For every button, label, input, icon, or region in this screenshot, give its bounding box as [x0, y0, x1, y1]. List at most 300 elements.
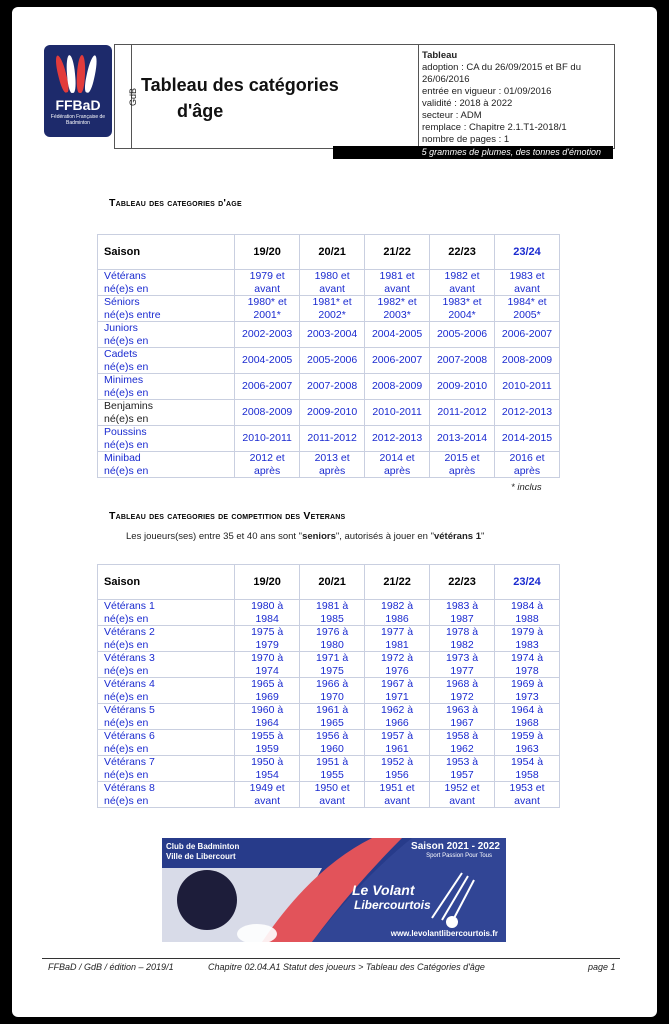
cell-value: avant	[514, 282, 540, 295]
cell-value: 1983	[515, 638, 539, 651]
cell-value: 1951 et	[379, 782, 415, 794]
cell-value: 1984* et	[507, 296, 547, 308]
cell-value: 2009-2010	[436, 380, 488, 393]
cell-value: 1972 à	[381, 652, 414, 664]
banner-name-line-2: Libercourtois	[354, 898, 431, 912]
table-row	[98, 322, 560, 348]
cell-value: 2009-2010	[307, 406, 358, 419]
cell-value: 1978	[515, 664, 539, 677]
table-row	[98, 270, 560, 296]
table-cell	[365, 730, 430, 756]
cell-value: 2015 et	[444, 452, 480, 464]
category-qualifier: né(e)s en	[104, 464, 149, 477]
cell-value: 1959 à	[510, 730, 544, 742]
cell-value: 1953 et	[509, 782, 545, 794]
meta-line: adoption : CA du 26/09/2015 et BF du	[422, 62, 581, 73]
category-qualifier: né(e)s en	[104, 768, 149, 781]
table-cell	[235, 756, 300, 782]
table-cell	[365, 678, 430, 704]
table-cell	[300, 652, 365, 678]
note-bold: vétérans 1	[433, 531, 481, 542]
row-label	[98, 730, 235, 756]
cell-value: 1980* et	[247, 296, 287, 308]
banner-sport: Sport Passion Pour Tous	[426, 853, 492, 859]
table-cell	[365, 652, 430, 678]
cell-value: 2011-2012	[307, 432, 357, 445]
footer-page: page 1	[588, 962, 616, 972]
table-cell	[235, 704, 300, 730]
cell-value: après	[513, 464, 541, 477]
cell-value: 1973 à	[445, 652, 479, 664]
cell-value: 1979	[255, 638, 279, 651]
table-row	[98, 400, 560, 426]
column-header-saison: Saison	[98, 565, 235, 600]
table-cell	[365, 600, 430, 626]
cell-value: 1988	[515, 612, 539, 625]
cell-value: 2016 et	[509, 452, 545, 464]
table-row	[98, 652, 560, 678]
cell-value: 1986	[385, 612, 409, 625]
column-header-season: 19/20	[235, 565, 300, 600]
category-qualifier: né(e)s en	[104, 690, 149, 703]
banner-club-line: Ville de Libercourt	[166, 852, 236, 861]
ffbad-logo	[44, 45, 112, 137]
table-cell	[365, 426, 430, 452]
category-qualifier: né(e)s en	[104, 742, 149, 755]
cell-value: 1964 à	[510, 704, 544, 716]
category-name: Vétérans 6	[104, 730, 155, 742]
cell-value: 1981 à	[316, 600, 349, 612]
cell-value: après	[383, 464, 411, 477]
cell-value: 1977 à	[381, 626, 414, 638]
table-cell	[430, 400, 495, 426]
cell-value: avant	[319, 794, 345, 807]
gdb-label: GdB	[128, 87, 138, 106]
cell-value: 2004*	[448, 308, 476, 321]
cell-value: 1961 à	[316, 704, 349, 716]
category-qualifier: né(e)s en	[104, 412, 149, 425]
cell-value: 1980 et	[314, 270, 350, 282]
cell-value: 2014 et	[379, 452, 415, 464]
table-row	[98, 782, 560, 808]
table-row	[98, 348, 560, 374]
table-cell	[235, 426, 300, 452]
table-cell	[495, 426, 560, 452]
table-row	[98, 704, 560, 730]
category-name: Vétérans 3	[104, 652, 155, 664]
category-name: Vétérans	[104, 270, 147, 282]
cell-value: 1966 à	[316, 678, 349, 690]
table-cell	[300, 452, 365, 478]
table-cell	[430, 426, 495, 452]
meta-line: remplace : Chapitre 2.1.T1-2018/1	[422, 122, 567, 133]
row-label	[98, 678, 235, 704]
table-row	[98, 296, 560, 322]
cell-value: 1953 à	[445, 756, 479, 768]
category-qualifier: né(e)s en	[104, 360, 149, 373]
category-qualifier: né(e)s en	[104, 664, 149, 677]
table-cell	[235, 652, 300, 678]
cell-value: 1980	[320, 638, 344, 651]
row-label	[98, 782, 235, 808]
cell-value: avant	[254, 282, 280, 295]
section-heading-veterans: Tableau des categories de competition des Veterans	[109, 510, 346, 522]
cell-value: 1979 et	[249, 270, 285, 282]
table-cell	[495, 452, 560, 478]
cell-value: 1972	[450, 690, 474, 703]
cell-value: 2003-2004	[307, 328, 358, 341]
category-qualifier: né(e)s en	[104, 716, 149, 729]
cell-value: 1983 à	[445, 600, 479, 612]
cell-value: 1967	[450, 716, 474, 729]
cell-value: 2012-2013	[501, 406, 553, 419]
club-banner	[162, 838, 506, 942]
category-name: Vétérans 7	[104, 756, 155, 768]
table-cell	[495, 400, 560, 426]
cell-value: 1952 à	[381, 756, 414, 768]
category-name: Séniors	[104, 296, 140, 308]
table-cell	[430, 730, 495, 756]
table-cell	[300, 600, 365, 626]
cell-value: 2003*	[383, 308, 411, 321]
cell-value: 1984 à	[510, 600, 544, 612]
cell-value: après	[448, 464, 476, 477]
cell-value: 1977	[450, 664, 474, 677]
row-label	[98, 400, 235, 426]
cell-value: 2004-2005	[371, 328, 423, 341]
category-name: Cadets	[104, 348, 138, 360]
cell-value: avant	[254, 794, 280, 807]
cell-value: 1951 à	[316, 756, 349, 768]
cell-value: 2005*	[513, 308, 541, 321]
slogan-bar: 5 grammes de plumes, des tonnes d'émotion	[333, 146, 613, 159]
table-cell	[235, 270, 300, 296]
cell-value: 2001*	[253, 308, 281, 321]
cell-value: 2006-2007	[371, 354, 423, 367]
cell-value: 1964	[255, 716, 279, 729]
cell-value: 1980 à	[251, 600, 284, 612]
category-qualifier: né(e)s en	[104, 334, 149, 347]
table-cell	[300, 626, 365, 652]
cell-value: 1981* et	[312, 296, 352, 308]
table-cell	[300, 270, 365, 296]
cell-value: 2002-2003	[242, 328, 293, 341]
cell-value: 1956	[385, 768, 409, 781]
meta-line: secteur : ADM	[422, 110, 482, 121]
row-label	[98, 426, 235, 452]
table-cell	[300, 322, 365, 348]
table-cell	[495, 730, 560, 756]
column-header-season: 20/21	[300, 235, 365, 270]
table-cell	[300, 296, 365, 322]
meta-line: validité : 2018 à 2022	[422, 98, 513, 109]
row-label	[98, 374, 235, 400]
cell-value: 1970 à	[251, 652, 284, 664]
cell-value: 1982 à	[381, 600, 414, 612]
cell-value: 1970	[320, 690, 344, 703]
cell-value: 2011-2012	[437, 406, 487, 419]
column-header-season: 19/20	[235, 235, 300, 270]
column-header-season: 22/23	[430, 565, 495, 600]
table-cell	[365, 270, 430, 296]
cell-value: 1971	[385, 690, 409, 703]
cell-value: 1974	[255, 664, 279, 677]
footnote: * inclus	[511, 482, 542, 493]
table-cell	[235, 322, 300, 348]
table-cell	[235, 600, 300, 626]
column-header-season: 21/22	[365, 565, 430, 600]
note-text: "	[480, 531, 485, 542]
category-name: Vétérans 2	[104, 626, 155, 638]
cell-value: 1982	[450, 638, 474, 651]
row-label	[98, 600, 235, 626]
table-cell	[430, 322, 495, 348]
table-cell	[430, 348, 495, 374]
cell-value: après	[254, 464, 281, 477]
banner-season: Saison 2021 - 2022	[411, 841, 500, 852]
cell-value: 1982* et	[377, 296, 417, 308]
cell-value: 1954	[255, 768, 279, 781]
table-cell	[235, 400, 300, 426]
cell-value: avant	[384, 794, 410, 807]
footer-left: FFBaD / GdB / édition – 2019/1	[48, 962, 174, 972]
table-cell	[365, 374, 430, 400]
note-text: ", autorisés à jouer en "	[335, 531, 434, 542]
cell-value: 1971 à	[316, 652, 349, 664]
column-header-season: 23/24	[495, 565, 560, 600]
cell-value: après	[318, 464, 346, 477]
cell-value: 1976	[385, 664, 409, 677]
table-cell	[430, 704, 495, 730]
cell-value: 1957 à	[381, 730, 414, 742]
cell-value: 2013 et	[314, 452, 350, 464]
row-label	[98, 452, 235, 478]
table-row	[98, 678, 560, 704]
table-cell	[495, 296, 560, 322]
category-qualifier: né(e)s en	[104, 386, 149, 399]
table-cell	[235, 678, 300, 704]
row-label	[98, 296, 235, 322]
column-header-saison: Saison	[98, 235, 235, 270]
cell-value: 1974 à	[510, 652, 544, 664]
header-divider	[418, 44, 419, 149]
table-cell	[430, 756, 495, 782]
cell-value: 1981 et	[379, 270, 415, 282]
table-cell	[300, 426, 365, 452]
table-cell	[495, 374, 560, 400]
table-cell	[365, 626, 430, 652]
cell-value: 2010-2011	[372, 406, 422, 419]
table-row	[98, 730, 560, 756]
table-cell	[430, 600, 495, 626]
table-cell	[365, 322, 430, 348]
cell-value: 2010-2011	[242, 432, 292, 445]
table-cell	[300, 348, 365, 374]
meta-title: Tableau	[422, 50, 458, 61]
table-cell	[495, 678, 560, 704]
table-cell	[235, 452, 300, 478]
cell-value: 1954 à	[510, 756, 544, 768]
table-cell	[430, 678, 495, 704]
cell-value: 1957	[450, 768, 474, 781]
table-cell	[365, 704, 430, 730]
cell-value: avant	[319, 282, 345, 295]
table-cell	[365, 452, 430, 478]
table-cell	[300, 730, 365, 756]
table-row	[98, 452, 560, 478]
category-name: Vétérans 1	[104, 600, 155, 612]
cell-value: 2008-2009	[242, 406, 293, 419]
cell-value: 2013-2014	[436, 432, 488, 445]
category-qualifier: né(e)s en	[104, 282, 149, 295]
cell-value: 1969	[255, 690, 279, 703]
table-cell	[235, 374, 300, 400]
row-label	[98, 270, 235, 296]
banner-club	[166, 842, 239, 862]
meta-line: 26/06/2016	[422, 74, 470, 85]
table-row	[98, 626, 560, 652]
cell-value: 2012 et	[249, 452, 285, 464]
table-cell	[495, 600, 560, 626]
cell-value: 1976 à	[316, 626, 349, 638]
table-row	[98, 374, 560, 400]
table-cell	[235, 296, 300, 322]
category-name: Poussins	[104, 426, 147, 438]
cell-value: 1949 et	[249, 782, 285, 794]
cell-value: 1966	[385, 716, 409, 729]
cell-value: 2002*	[318, 308, 346, 321]
banner-name-line-1: Le Volant	[352, 882, 415, 898]
banner-url: www.levolantlibercourtois.fr	[390, 929, 498, 938]
cell-value: 1963	[515, 742, 539, 755]
page-title	[141, 72, 339, 124]
table-cell	[495, 756, 560, 782]
table-cell	[495, 348, 560, 374]
note-bold: seniors	[302, 531, 336, 542]
category-qualifier: né(e)s entre	[104, 308, 161, 321]
table-row	[98, 600, 560, 626]
cell-value: 1965 à	[251, 678, 284, 690]
table-cell	[235, 348, 300, 374]
table-row	[98, 426, 560, 452]
meta-line: nombre de pages : 1	[422, 134, 510, 145]
logo-brand: FFBaD	[55, 97, 101, 113]
category-qualifier: né(e)s en	[104, 794, 149, 807]
cell-value: 2005-2006	[436, 328, 488, 341]
cell-value: avant	[514, 794, 540, 807]
cell-value: 2012-2013	[371, 432, 423, 445]
row-label	[98, 348, 235, 374]
cell-value: 1983* et	[442, 296, 482, 308]
cell-value: 1958 à	[445, 730, 479, 742]
category-qualifier: né(e)s en	[104, 438, 149, 451]
table-cell	[235, 730, 300, 756]
cell-value: avant	[384, 282, 410, 295]
cell-value: 1969 à	[510, 678, 544, 690]
cell-value: 1981	[385, 638, 409, 651]
cell-value: 2010-2011	[502, 380, 552, 393]
age-categories-table	[97, 234, 560, 478]
meta-line: entrée en vigueur : 01/09/2016	[422, 86, 552, 97]
cell-value: 1960	[320, 742, 344, 755]
cell-value: 1956 à	[316, 730, 349, 742]
table-cell	[430, 652, 495, 678]
footer-center: Chapitre 02.04.A1 Statut des joueurs > Tableau des Catégories d'âge	[208, 962, 485, 972]
category-name: Minimes	[104, 374, 144, 386]
row-label	[98, 322, 235, 348]
column-header-season: 20/21	[300, 565, 365, 600]
cell-value: 1984	[255, 612, 279, 625]
table-cell	[430, 626, 495, 652]
cell-value: 1978 à	[445, 626, 479, 638]
row-label	[98, 704, 235, 730]
cell-value: 1950 à	[251, 756, 284, 768]
table-cell	[495, 626, 560, 652]
table-cell	[430, 782, 495, 808]
cell-value: 2005-2006	[307, 354, 358, 367]
table-cell	[495, 652, 560, 678]
table-cell	[430, 452, 495, 478]
category-qualifier: né(e)s en	[104, 612, 149, 625]
table-cell	[430, 270, 495, 296]
table-cell	[365, 782, 430, 808]
banner-club-line: Club de Badminton	[166, 842, 240, 851]
category-name: Minibad	[104, 452, 141, 464]
logo-subtitle: Fédération Française de Badminton	[50, 114, 106, 126]
cell-value: avant	[449, 794, 475, 807]
table-cell	[365, 756, 430, 782]
cell-value: 2004-2005	[242, 354, 293, 367]
cell-value: 1967 à	[381, 678, 414, 690]
cell-value: 1973	[515, 690, 539, 703]
cell-value: 1952 et	[444, 782, 480, 794]
cell-value: 1959	[255, 742, 279, 755]
cell-value: 1983 et	[509, 270, 545, 282]
table-cell	[365, 400, 430, 426]
cell-value: 1962	[450, 742, 474, 755]
cell-value: 1987	[450, 612, 474, 625]
column-header-season: 23/24	[495, 235, 560, 270]
cell-value: 1962 à	[381, 704, 414, 716]
cell-value: 1961	[385, 742, 409, 755]
title-line-1: Tableau des catégories	[141, 75, 339, 95]
category-name: Juniors	[104, 322, 138, 334]
table-cell	[495, 704, 560, 730]
cell-value: 2006-2007	[501, 328, 553, 341]
table-cell	[430, 296, 495, 322]
table-cell	[235, 626, 300, 652]
footer-divider	[42, 958, 620, 959]
column-header-season: 22/23	[430, 235, 495, 270]
category-name: Vétérans 8	[104, 782, 155, 794]
table-cell	[430, 374, 495, 400]
cell-value: 1965	[320, 716, 344, 729]
table-cell	[365, 348, 430, 374]
category-name: Benjamins	[104, 400, 154, 412]
cell-value: 1968 à	[445, 678, 479, 690]
cell-value: 1963 à	[445, 704, 479, 716]
cell-value: 1968	[515, 716, 539, 729]
feather-icon	[83, 55, 99, 94]
table-cell	[300, 782, 365, 808]
row-label	[98, 626, 235, 652]
cell-value: 1955 à	[251, 730, 284, 742]
cell-value: 1979 à	[510, 626, 544, 638]
cell-value: 1950 et	[314, 782, 350, 794]
column-header-season: 21/22	[365, 235, 430, 270]
document-metadata	[422, 50, 612, 146]
row-label	[98, 652, 235, 678]
